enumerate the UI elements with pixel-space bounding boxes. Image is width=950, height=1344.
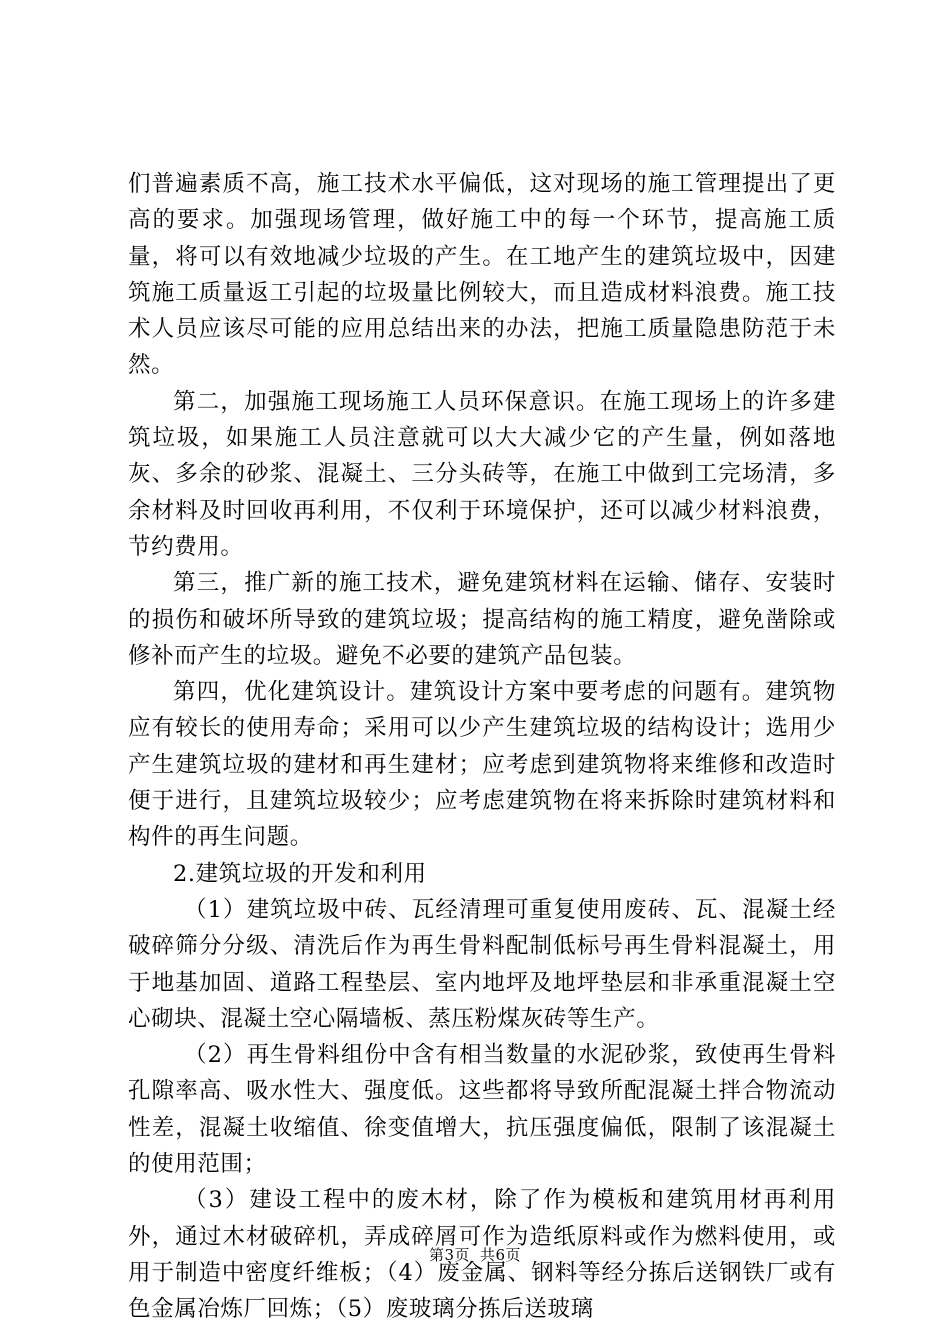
- page-total: 共6页: [480, 1246, 522, 1264]
- list-item-2: （2）再生骨料组份中含有相当数量的水泥砂浆，致使再生骨料孔隙率高、吸水性大、强度低。这些都将导致所配混凝土拌合物流动性差，混凝土收缩值、徐变值增大，抗压强度偏低，限制了该混凝土的使用范围；: [128, 1042, 836, 1178]
- section-heading: 2.建筑垃圾的开发和利用: [173, 860, 427, 887]
- body-text: [128, 166, 836, 1328]
- list-item-1: （1）建筑垃圾中砖、瓦经清理可重复使用废砖、瓦、混凝土经破碎筛分分级、清洗后作为再生骨料配制低标号再生骨料混凝土，用于地基加固、道路工程垫层、室内地坪及地坪垫层和非承重混凝土空心砌块、混凝土空心隔墙板、蒸压粉煤灰砖等生产。: [128, 896, 836, 1032]
- page-footer: [0, 1244, 950, 1265]
- paragraph-fourth-point: 第四，优化建筑设计。建筑设计方案中要考虑的问题有。建筑物应有较长的使用寿命；采用可以少产生建筑垃圾的结构设计；选用少产生建筑垃圾的建材和再生建材；应考虑到建筑物将来维修和改造时便于进行，且建筑垃圾较少；应考虑建筑物在将来拆除时建筑材料和构件的再生问题。: [128, 679, 836, 851]
- paragraph-third-point: 第三，推广新的施工技术，避免建筑材料在运输、储存、安装时的损伤和破坏所导致的建筑垃圾；提高结构的施工精度，避免凿除或修补而产生的垃圾。避免不必要的建筑产品包装。: [128, 570, 836, 669]
- paragraph-continuation: 们普遍素质不高，施工技术水平偏低，这对现场的施工管理提出了更高的要求。加强现场管理，做好施工中的每一个环节，提高施工质量，将可以有效地减少垃圾的产生。在工地产生的建筑垃圾中，因建筑施工质量返工引起的垃圾量比例较大，而且造成材料浪费。施工技术人员应该尽可能的应用总结出来的办法，把施工质量隐患防范于未然。: [128, 171, 836, 379]
- paragraph-second-point: 第二，加强施工现场施工人员环保意识。在施工现场上的许多建筑垃圾，如果施工人员注意就可以大大减少它的产生量，例如落地灰、多余的砂浆、混凝土、三分头砖等，在施工中做到工完场清，多余材料及时回收再利用，不仅利于环境保护，还可以减少材料浪费，节约费用。: [128, 388, 836, 560]
- page-number: 第3页: [428, 1246, 470, 1264]
- list-item-3: （3）建设工程中的废木材，除了作为模板和建筑用材再利用外，通过木材破碎机，弄成碎屑可作为造纸原料或作为燃料使用，或用于制造中密度纤维板；（4）废金属、钢料等经分拣后送钢铁厂或有色金属冶炼厂回炼；（5）废玻璃分拣后送玻璃: [128, 1187, 836, 1323]
